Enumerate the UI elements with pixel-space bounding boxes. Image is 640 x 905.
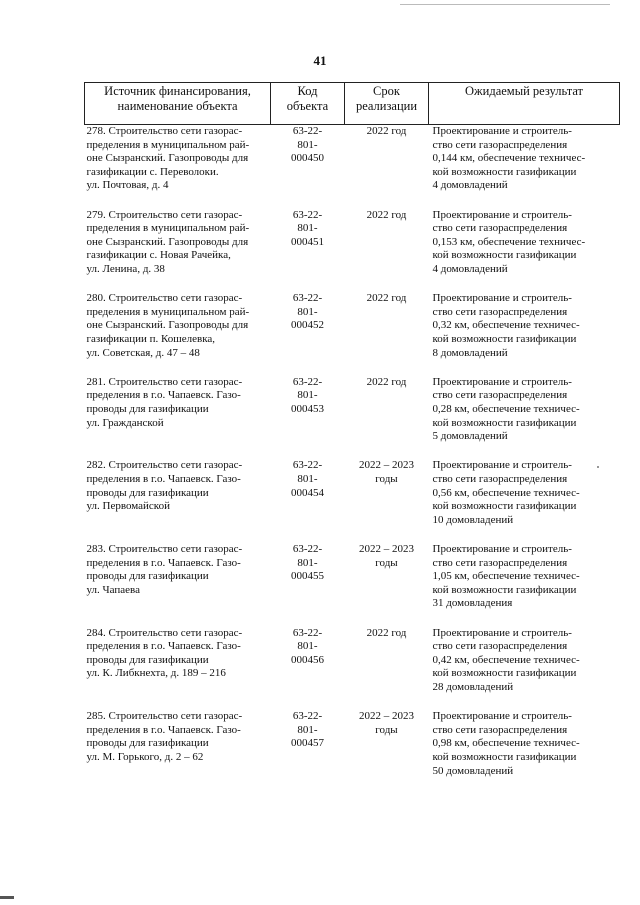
cell-line: 801-	[297, 640, 318, 653]
cell-line: 2022 – 2023	[359, 459, 414, 472]
cell-line: проводы для газификации	[86, 737, 209, 750]
cell-line: Проектирование и строитель-	[432, 710, 572, 723]
cell-expected-result	[429, 627, 620, 711]
cell-line: Проектирование и строитель-	[432, 292, 572, 305]
cell-line: Проектирование и строитель-	[432, 459, 572, 472]
cell-line: годы	[375, 723, 398, 736]
cell-line: пределения в муниципальном рай-	[86, 305, 250, 318]
cell-line: кой возможности газификации	[432, 416, 577, 429]
cell-line: пределения в г.о. Чапаевск. Газо-	[86, 556, 241, 569]
cell-object-code	[271, 292, 345, 376]
cell-line: 000451	[291, 235, 324, 248]
cell-line: 0,98 км, обеспечение техничес-	[432, 737, 580, 750]
cell-line: ул. Почтовая, д. 4	[86, 179, 169, 192]
cell-expected-result	[429, 459, 620, 543]
cell-line: ство сети газораспределения	[432, 556, 568, 569]
table-row	[85, 710, 620, 794]
cell-line: 4 домовладений	[432, 179, 508, 192]
cell-line: проводы для газификации	[86, 402, 209, 415]
table-body	[85, 125, 620, 794]
cell-line: 280. Строительство сети газорас-	[86, 292, 243, 305]
cell-line: ул. Гражданской	[86, 416, 164, 429]
header-term: Срок реализации	[345, 83, 429, 125]
cell-line: 63-22-	[292, 626, 323, 639]
cell-line: 2022 – 2023	[359, 542, 414, 555]
cell-line: 63-22-	[292, 459, 323, 472]
cell-object-code	[271, 543, 345, 627]
cell-line: 2022 год	[366, 292, 407, 305]
cell-line: проводы для газификации	[86, 570, 209, 583]
cell-object-code	[271, 627, 345, 711]
cell-line: ство сети газораспределения	[432, 222, 568, 235]
cell-expected-result	[429, 543, 620, 627]
cell-line: 801-	[297, 222, 318, 235]
table-row	[85, 376, 620, 460]
cell-line: 0,28 км, обеспечение техничес-	[432, 402, 580, 415]
financing-table	[84, 82, 620, 794]
cell-line: пределения в муниципальном рай-	[86, 222, 250, 235]
cell-line: кой возможности газификации	[432, 667, 577, 680]
header-result: Ожидаемый результат	[429, 83, 620, 125]
table-row	[85, 543, 620, 627]
cell-line: пределения в г.о. Чапаевск. Газо-	[86, 472, 241, 485]
cell-line: оне Сызранский. Газопроводы для	[86, 319, 249, 332]
cell-line: ул. Советская, д. 47 – 48	[86, 346, 200, 359]
cell-line: 285. Строительство сети газорас-	[86, 710, 243, 723]
cell-line: Проектирование и строитель-	[432, 626, 572, 639]
cell-object-code	[271, 710, 345, 794]
scan-edge-line	[400, 4, 610, 5]
cell-expected-result	[429, 125, 620, 209]
cell-line: оне Сызранский. Газопроводы для	[86, 152, 249, 165]
cell-term	[345, 627, 429, 711]
cell-line: 000453	[291, 402, 324, 415]
cell-line: ул. Первомайской	[86, 500, 170, 513]
cell-line: 278. Строительство сети газорас-	[86, 125, 243, 137]
cell-line: годы	[375, 472, 398, 485]
cell-object-name	[85, 292, 271, 376]
cell-line: 000455	[291, 570, 324, 583]
cell-line: 283. Строительство сети газорас-	[86, 542, 243, 555]
cell-term	[345, 459, 429, 543]
table-row	[85, 292, 620, 376]
cell-line: кой возможности газификации	[432, 750, 577, 763]
cell-line: кой возможности газификации	[432, 583, 577, 596]
cell-line: 4 домовладений	[432, 262, 508, 275]
cell-line: 63-22-	[292, 542, 323, 555]
cell-line: 801-	[297, 556, 318, 569]
cell-line: ул. Ленина, д. 38	[86, 262, 165, 275]
cell-line: годы	[375, 556, 398, 569]
cell-expected-result	[429, 209, 620, 293]
cell-object-code	[271, 125, 345, 209]
cell-line: ство сети газораспределения	[432, 305, 568, 318]
cell-object-name	[85, 376, 271, 460]
cell-line: 5 домовладений	[432, 430, 508, 443]
cell-line: 31 домовладения	[432, 597, 513, 610]
cell-line: 281. Строительство сети газорас-	[86, 375, 243, 388]
cell-object-code	[271, 209, 345, 293]
cell-line: 801-	[297, 138, 318, 151]
cell-line: 1,05 км, обеспечение техничес-	[432, 570, 580, 583]
cell-line: 63-22-	[292, 208, 323, 221]
cell-term	[345, 543, 429, 627]
cell-line: ул. Чапаева	[86, 583, 140, 596]
cell-line: 8 домовладений	[432, 346, 508, 359]
cell-line: 0,42 км, обеспечение техничес-	[432, 653, 580, 666]
cell-line: 279. Строительство сети газорас-	[86, 208, 243, 221]
cell-line: 63-22-	[292, 375, 323, 388]
cell-line: 63-22-	[292, 125, 323, 137]
cell-term	[345, 292, 429, 376]
cell-line: 000450	[291, 152, 324, 165]
cell-line: Проектирование и строитель-	[432, 542, 572, 555]
cell-line: 63-22-	[292, 292, 323, 305]
cell-object-name	[85, 710, 271, 794]
cell-line: проводы для газификации	[86, 486, 209, 499]
cell-line: Проектирование и строитель-	[432, 125, 572, 137]
scan-corner-mark	[0, 896, 14, 899]
cell-line: 2022 – 2023	[359, 710, 414, 723]
cell-expected-result	[429, 376, 620, 460]
cell-line: 50 домовладений	[432, 764, 514, 777]
cell-line: ство сети газораспределения	[432, 389, 568, 402]
cell-expected-result	[429, 710, 620, 794]
cell-line: пределения в г.о. Чапаевск. Газо-	[86, 640, 241, 653]
header-source: Источник финансирования, наименование объекта	[85, 83, 271, 125]
cell-line: проводы для газификации	[86, 653, 209, 666]
cell-line: Проектирование и строитель-	[432, 375, 572, 388]
cell-term	[345, 376, 429, 460]
cell-object-name	[85, 543, 271, 627]
cell-line: 0,144 км, обеспечение техничес-	[432, 152, 586, 165]
cell-line: 0,32 км, обеспечение техничес-	[432, 319, 580, 332]
cell-line: ство сети газораспределения	[432, 138, 568, 151]
cell-line: кой возможности газификации	[432, 165, 577, 178]
cell-line: 2022 год	[366, 626, 407, 639]
cell-line: газификации с. Новая Рачейка,	[86, 249, 231, 262]
cell-line: 28 домовладений	[432, 680, 514, 693]
cell-line: кой возможности газификации	[432, 332, 577, 345]
cell-line: ство сети газораспределения	[432, 640, 568, 653]
cell-object-code	[271, 376, 345, 460]
cell-line: 801-	[297, 472, 318, 485]
cell-term	[345, 125, 429, 209]
cell-line: ство сети газораспределения	[432, 472, 568, 485]
cell-line: 63-22-	[292, 710, 323, 723]
table-row	[85, 125, 620, 209]
cell-line: пределения в г.о. Чапаевск. Газо-	[86, 389, 241, 402]
cell-line: 282. Строительство сети газорас-	[86, 459, 243, 472]
cell-object-code	[271, 459, 345, 543]
cell-object-name	[85, 459, 271, 543]
cell-line: кой возможности газификации	[432, 500, 577, 513]
cell-line: 801-	[297, 305, 318, 318]
cell-object-name	[85, 209, 271, 293]
header-code: Код объекта	[271, 83, 345, 125]
cell-line: 2022 год	[366, 125, 407, 137]
table-header-row	[85, 83, 620, 125]
cell-line: 10 домовладений	[432, 513, 514, 526]
cell-line: 284. Строительство сети газорас-	[86, 626, 243, 639]
cell-line: 000456	[291, 653, 324, 666]
cell-line: оне Сызранский. Газопроводы для	[86, 235, 249, 248]
cell-expected-result	[429, 292, 620, 376]
cell-line: ул. К. Либкнехта, д. 189 – 216	[86, 667, 226, 680]
cell-line: ство сети газораспределения	[432, 723, 568, 736]
cell-line: 0,56 км, обеспечение техничес-	[432, 486, 580, 499]
cell-line: Проектирование и строитель-	[432, 208, 572, 221]
scan-speck	[597, 466, 599, 468]
cell-line: 0,153 км, обеспечение техничес-	[432, 235, 586, 248]
table-row	[85, 459, 620, 543]
page-number: 41	[313, 53, 327, 68]
table-row	[85, 209, 620, 293]
cell-line: газификации с. Переволоки.	[86, 165, 219, 178]
cell-line: 2022 год	[366, 208, 407, 221]
cell-line: 801-	[297, 723, 318, 736]
cell-object-name	[85, 125, 271, 209]
table-row	[85, 627, 620, 711]
cell-line: 2022 год	[366, 375, 407, 388]
cell-term	[345, 710, 429, 794]
cell-line: 000457	[291, 737, 324, 750]
cell-line: пределения в г.о. Чапаевск. Газо-	[86, 723, 241, 736]
cell-line: кой возможности газификации	[432, 249, 577, 262]
cell-object-name	[85, 627, 271, 711]
cell-term	[345, 209, 429, 293]
cell-line: пределения в муниципальном рай-	[86, 138, 250, 151]
cell-line: 801-	[297, 389, 318, 402]
cell-line: 000452	[291, 319, 324, 332]
cell-line: ул. М. Горького, д. 2 – 62	[86, 750, 204, 763]
cell-line: газификации п. Кошелевка,	[86, 332, 216, 345]
cell-line: 000454	[291, 486, 324, 499]
